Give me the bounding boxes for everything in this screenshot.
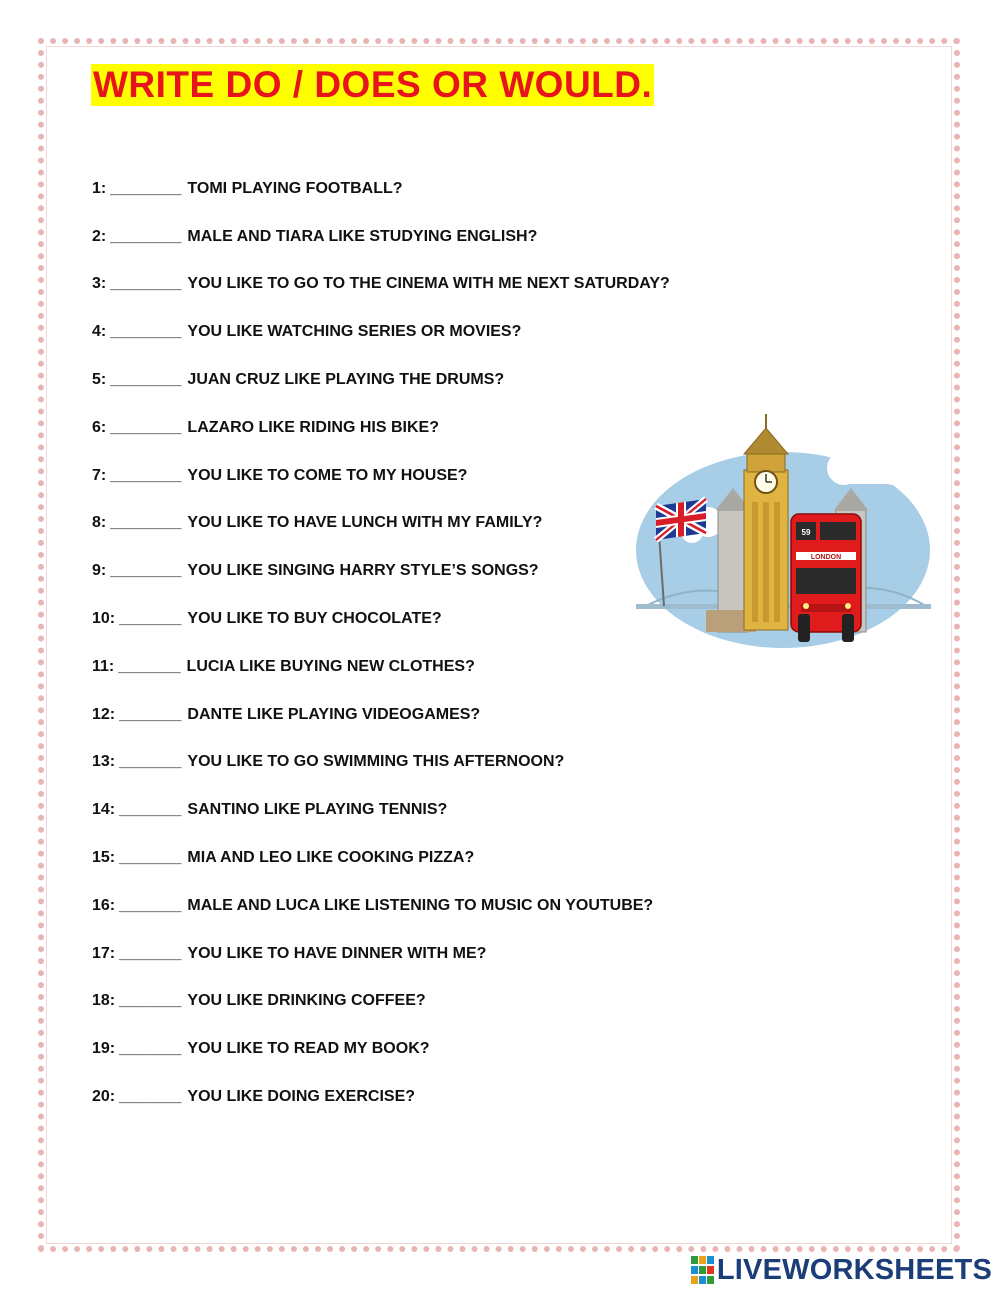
question-text: LAZARO LIKE RIDING HIS BIKE? <box>187 418 439 436</box>
question-number: 19: <box>92 1040 116 1058</box>
question-item <box>92 691 670 739</box>
question-item <box>92 404 670 452</box>
answer-blank[interactable]: _______ <box>119 944 182 962</box>
question-text: LUCIA LIKE BUYING NEW CLOTHES? <box>186 657 475 675</box>
question-text: YOU LIKE TO BUY CHOCOLATE? <box>187 610 442 628</box>
logo-text: LIVEWORKSHEETS <box>716 1253 992 1286</box>
question-number: 10: <box>92 610 116 628</box>
question-number: 7: <box>92 466 107 484</box>
answer-blank[interactable]: _______ <box>119 801 182 819</box>
question-number: 6: <box>92 418 107 436</box>
question-number: 9: <box>92 562 107 580</box>
question-item <box>92 1073 670 1121</box>
question-text: YOU LIKE TO HAVE LUNCH WITH MY FAMILY? <box>187 514 543 532</box>
question-item <box>92 978 670 1026</box>
answer-blank[interactable]: ________ <box>110 275 182 293</box>
question-text: YOU LIKE TO GO TO THE CINEMA WITH ME NEXT SATURDAY? <box>187 275 670 293</box>
question-number: 16: <box>92 896 116 914</box>
answer-blank[interactable]: ________ <box>110 323 182 341</box>
answer-blank[interactable]: ________ <box>110 466 182 484</box>
question-item <box>92 739 670 787</box>
question-item <box>92 261 670 309</box>
answer-blank[interactable]: _______ <box>119 1040 182 1058</box>
question-item <box>92 834 670 882</box>
question-text: MALE AND TIARA LIKE STUDYING ENGLISH? <box>187 227 538 245</box>
answer-blank[interactable]: _______ <box>119 753 182 771</box>
cloud-icon <box>827 432 911 485</box>
question-item <box>92 308 670 356</box>
question-item <box>92 595 670 643</box>
question-text: YOU LIKE TO READ MY BOOK? <box>187 1040 430 1058</box>
london-illustration <box>636 410 931 650</box>
liveworksheets-logo <box>691 1253 992 1287</box>
answer-blank[interactable]: ________ <box>110 418 182 436</box>
question-text: MALE AND LUCA LIKE LISTENING TO MUSIC ON YOUTUBE? <box>187 896 654 914</box>
question-item <box>92 786 670 834</box>
question-text: TOMI PLAYING FOOTBALL? <box>187 179 403 197</box>
answer-blank[interactable]: _______ <box>119 992 182 1010</box>
question-number: 18: <box>92 992 116 1010</box>
question-number: 20: <box>92 1088 116 1106</box>
question-text: SANTINO LIKE PLAYING TENNIS? <box>187 801 448 819</box>
question-item <box>92 356 670 404</box>
answer-blank[interactable]: ________ <box>110 562 182 580</box>
question-text: YOU LIKE TO GO SWIMMING THIS AFTERNOON? <box>187 753 565 771</box>
question-number: 12: <box>92 705 116 723</box>
bus-destination: LONDON <box>810 554 842 561</box>
question-text: YOU LIKE DRINKING COFFEE? <box>187 992 426 1010</box>
question-number: 3: <box>92 275 107 293</box>
question-list <box>92 165 670 1121</box>
question-number: 14: <box>92 801 116 819</box>
question-item <box>92 213 670 261</box>
question-item <box>92 547 670 595</box>
question-item <box>92 1025 670 1073</box>
question-text: YOU LIKE DOING EXERCISE? <box>187 1088 416 1106</box>
question-number: 13: <box>92 753 116 771</box>
bus-number: 59 <box>801 528 811 537</box>
question-number: 4: <box>92 323 107 341</box>
answer-blank[interactable]: _______ <box>119 610 182 628</box>
question-text: MIA AND LEO LIKE COOKING PIZZA? <box>187 849 475 867</box>
question-item <box>92 165 670 213</box>
answer-blank[interactable]: ________ <box>110 227 182 245</box>
answer-blank[interactable]: _______ <box>119 705 182 723</box>
question-item <box>92 452 670 500</box>
question-number: 8: <box>92 514 107 532</box>
question-item <box>92 643 670 691</box>
question-number: 11: <box>92 657 115 675</box>
question-text: JUAN CRUZ LIKE PLAYING THE DRUMS? <box>187 371 505 389</box>
worksheet-title: WRITE DO / DOES OR WOULD. <box>93 64 653 105</box>
question-number: 17: <box>92 944 116 962</box>
question-number: 15: <box>92 849 116 867</box>
answer-blank[interactable]: ________ <box>110 514 182 532</box>
question-text: YOU LIKE TO HAVE DINNER WITH ME? <box>187 944 487 962</box>
question-text: YOU LIKE WATCHING SERIES OR MOVIES? <box>187 323 522 341</box>
question-number: 2: <box>92 227 107 245</box>
question-item <box>92 882 670 930</box>
question-item <box>92 930 670 978</box>
question-text: DANTE LIKE PLAYING VIDEOGAMES? <box>187 705 481 723</box>
question-number: 5: <box>92 371 107 389</box>
answer-blank[interactable]: _______ <box>118 657 181 675</box>
answer-blank[interactable]: ________ <box>110 179 182 197</box>
question-text: YOU LIKE SINGING HARRY STYLE’S SONGS? <box>187 562 539 580</box>
answer-blank[interactable]: _______ <box>119 896 182 914</box>
question-item <box>92 500 670 548</box>
question-number: 1: <box>92 179 107 197</box>
answer-blank[interactable]: _______ <box>119 849 182 867</box>
answer-blank[interactable]: _______ <box>119 1088 182 1106</box>
answer-blank[interactable]: ________ <box>110 371 182 389</box>
logo-blocks-icon <box>691 1256 715 1284</box>
big-ben-icon <box>744 414 788 630</box>
question-text: YOU LIKE TO COME TO MY HOUSE? <box>187 466 468 484</box>
